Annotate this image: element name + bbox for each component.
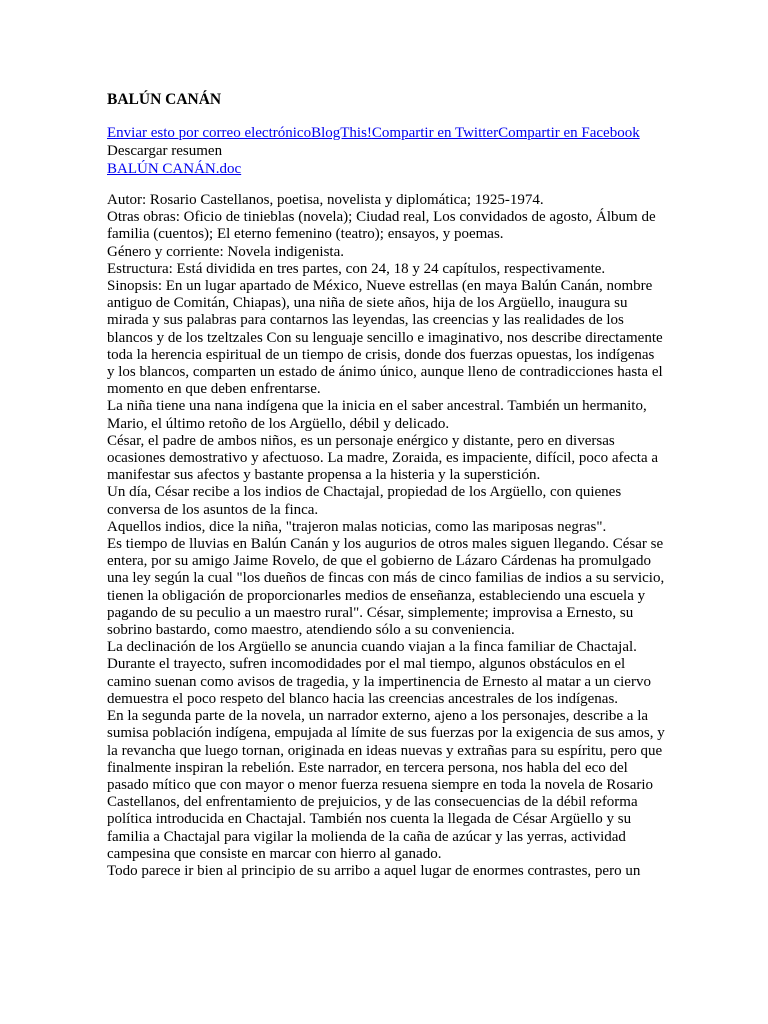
paragraph: Todo parece ir bien al principio de su arribo a aquel lugar de enormes contrastes, pero un — [107, 862, 641, 879]
share-links — [107, 125, 640, 143]
paragraph: La niña tiene una nana indígena que la inicia en el saber ancestral. También un hermanito, Mario, el último retoño de los Argüello, débil y delicado. — [107, 398, 647, 432]
share-email-link[interactable]: Enviar esto por correo electrónico — [107, 125, 312, 141]
share-blogthis-link[interactable]: BlogThis! — [311, 125, 372, 141]
paragraph: Aquellos indios, dice la niña, "trajeron malas noticias, como las mariposas negras". — [107, 518, 607, 535]
download-label: Descargar resumen — [107, 143, 223, 159]
paragraph-author: Autor: Rosario Castellanos, poetisa, novelista y diplomática; 1925-1974. — [107, 192, 544, 208]
share-twitter-link[interactable]: Compartir en Twitter — [371, 125, 499, 141]
share-facebook-link[interactable]: Compartir en Facebook — [498, 125, 640, 141]
document-title: BALÚN CANÁN — [107, 91, 222, 108]
document-body — [107, 192, 665, 880]
paragraph-synopsis: Sinopsis: En un lugar apartado de México, Nueve estrellas (en maya Balún Canán, nombre antiguo de Comitán, Chiapas), una niña de siete años, hija de los Argüello, inaugura su mirada y sus palabras para contarnos las leyendas, las creencias y las realidades de los blancos y de los tzeltzales Con su lenguaje sencillo e imaginativo, nos describe directamente toda la herencia espiritual de un tiempo de crisis, donde dos fuerzas opuestas, los indígenas y los blancos, comparten un estado de ánimo único, aunque lleno de contradicciones hasta el momento en que deben enfrentarse. — [107, 278, 663, 398]
paragraph: La declinación de los Argüello se anuncia cuando viajan a la finca familiar de Chactajal. Durante el trayecto, sufren incomodidades por el mal tiempo, algunos obstáculos en el camino suenan como avisos de tragedia, y la impertinencia de Ernesto al matar a un ciervo demuestra el poco respeto del blanco hacia las creencias ancestrales de los indígenas. — [107, 639, 651, 707]
paragraph-other-works: Otras obras: Oficio de tinieblas (novela); Ciudad real, Los convidados de agosto, Álbum de familia (cuentos); El eterno femenino (teatro); ensayos, y poemas. — [107, 209, 656, 243]
paragraph-structure: Estructura: Está dividida en tres partes, con 24, 18 y 24 capítulos, respectivamente. — [107, 260, 606, 277]
paragraph: Es tiempo de lluvias en Balún Canán y los augurios de otros males siguen llegando. César se entera, por su amigo Jaime Rovelo, de que el gobierno de Lázaro Cárdenas ha promulgado una ley según la cual "los dueños de fincas con más de cinco familias de indios a su servicio, tienen la obligación de proporcionarles medios de enseñanza, estableciendo una escuela y pagando de su peculio a un maestro rural". César, simplemente; improvisa a Ernesto, su sobrino bastardo, como maestro, atendiendo sólo a su conveniencia. — [107, 536, 665, 639]
paragraph: En la segunda parte de la novela, un narrador externo, ajeno a los personajes, describe a la sumisa población indígena, empujada al límite de sus fuerzas por la exigencia de sus amos, y la revancha que luego tornan, originada en ideas nuevas y extrañas para su espíritu, pero que finalmente inspiran la rebelión. Este narrador, en tercera persona, nos habla del eco del pasado mítico que con mayor o menor fuerza resuena siempre en toda la novela de Rosario Castellanos, del enfrentamiento de prejuicios, y de las consecuencias de la débil reforma política introducida en Chactajal. También nos cuenta la llegada de César Argüello y su familia a Chactajal para vigilar la molienda de la caña de azúcar y las yerras, actividad campesina que consiste en marcar con hierro al ganado. — [107, 708, 665, 862]
doc-file-link[interactable]: BALÚN CANÁN.doc — [107, 161, 242, 177]
paragraph-genre: Género y corriente: Novela indigenista. — [107, 243, 344, 260]
paragraph: César, el padre de ambos niños, es un personaje enérgico y distante, pero en diversas ocasiones demostrativo y afectuoso. La madre, Zoraida, es impaciente, difícil, poco afecta a manifestar sus afectos y bastante propensa a la histeria y la superstición. — [107, 432, 659, 484]
paragraph: Un día, César recibe a los indios de Chactajal, propiedad de los Argüello, con quienes conversa de los asuntos de la finca. — [107, 484, 622, 518]
file-link-row — [107, 161, 241, 179]
